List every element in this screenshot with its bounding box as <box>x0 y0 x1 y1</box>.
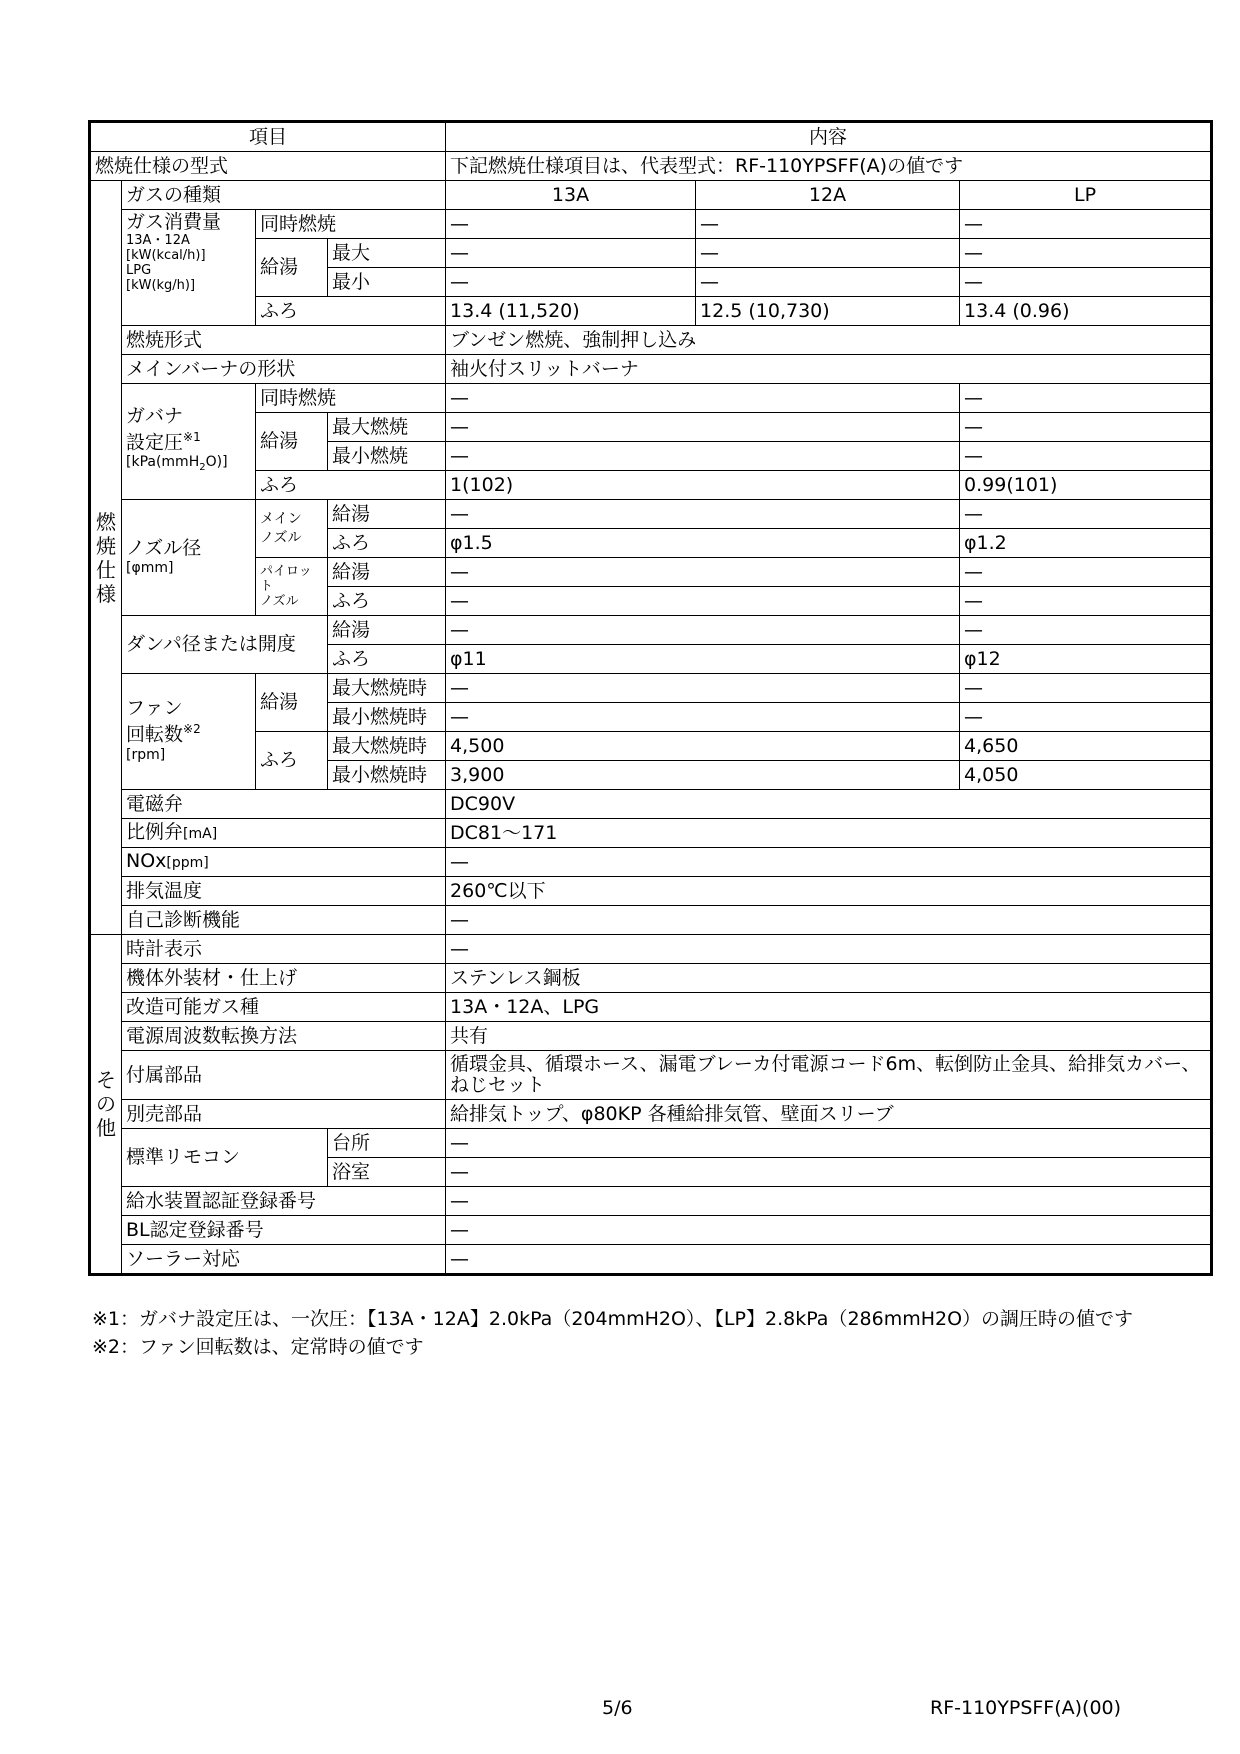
gc-bath-label: ふろ <box>256 297 446 326</box>
gc-max-label: 最大 <box>328 239 446 268</box>
spec-table <box>88 120 1213 1276</box>
gc-min-label: 最小 <box>328 268 446 297</box>
nozzle-main-label: メイン ノズル <box>256 500 328 558</box>
solenoid-value: DC90V <box>446 790 1212 819</box>
governor-bath-row <box>90 471 1212 500</box>
header-item: 項目 <box>90 122 446 152</box>
remote-bathroom-value: — <box>446 1158 1212 1187</box>
optional-parts-value: 給排気トップ、φ80KP 各種給排気管、壁面スリーブ <box>446 1100 1212 1129</box>
nozzle-label: ノズル径 [φmm] <box>122 500 256 616</box>
water-cert-value: — <box>446 1187 1212 1216</box>
water-cert-row <box>90 1187 1212 1216</box>
gas-type-lp: LP <box>960 181 1212 210</box>
proportional-row <box>90 819 1212 848</box>
exhaust-temp-value: 260℃以下 <box>446 877 1212 906</box>
cell: — <box>960 703 1212 732</box>
cell: — <box>446 500 960 529</box>
cell: — <box>960 268 1212 297</box>
fan-hotwater-max-label: 最大燃焼時 <box>328 674 446 703</box>
cell: 13.4 (11,520) <box>446 297 696 326</box>
cell: φ1.2 <box>960 529 1212 558</box>
nox-row <box>90 848 1212 877</box>
document-code: RF-110YPSFF(A)(00) <box>930 1697 1122 1719</box>
power-freq-label: 電源周波数転換方法 <box>122 1022 446 1051</box>
cell: — <box>960 616 1212 645</box>
cell: — <box>960 674 1212 703</box>
exterior-label: 機体外装材・仕上げ <box>122 964 446 993</box>
cell: — <box>446 703 960 732</box>
cell: — <box>960 442 1212 471</box>
solar-label: ソーラー対応 <box>122 1245 446 1275</box>
fan-bath-max-label: 最大燃焼時 <box>328 732 446 761</box>
exhaust-temp-label: 排気温度 <box>122 877 446 906</box>
damper-label: ダンパ径または開度 <box>122 616 328 674</box>
cell: — <box>446 674 960 703</box>
cell: — <box>446 210 696 239</box>
damper-hotwater-label: 給湯 <box>328 616 446 645</box>
combustion-type-label: 燃焼形式 <box>122 326 446 355</box>
nozzle-main-hotwater-row <box>90 500 1212 529</box>
solenoid-label: 電磁弁 <box>122 790 446 819</box>
gas-type-13a: 13A <box>446 181 696 210</box>
nox-label: NOx[ppm] <box>122 848 446 877</box>
cell: 12.5 (10,730) <box>696 297 960 326</box>
fan-bath-max-row <box>90 732 1212 761</box>
gas-type-label: ガスの種類 <box>122 181 446 210</box>
nox-value: — <box>446 848 1212 877</box>
combustion-type-value: ブンゼン燃焼、強制押し込み <box>446 326 1212 355</box>
footnote-1: ※1：ガバナ設定圧は、一次圧：【13A・12A】2.0kPa（204mmH2O）、【LP】2.8kPa（286mmH2O）の調圧時の値です <box>92 1308 1134 1330</box>
gov-hotwater-label: 給湯 <box>256 413 328 471</box>
exhaust-temp-row <box>90 877 1212 906</box>
page-number: 5/6 <box>602 1697 633 1719</box>
solar-row <box>90 1245 1212 1275</box>
cell: 0.99(101) <box>960 471 1212 500</box>
gas-consumption-bath-row <box>90 297 1212 326</box>
fan-bath-label: ふろ <box>256 732 328 790</box>
fan-label: ファン 回転数$^{※2}$ [rpm] <box>122 674 256 790</box>
self-diag-label: 自己診断機能 <box>122 906 446 935</box>
damper-bath-label: ふろ <box>328 645 446 674</box>
cell: — <box>960 210 1212 239</box>
power-freq-value: 共有 <box>446 1022 1212 1051</box>
cell: — <box>446 413 960 442</box>
gc-simultaneous-label: 同時燃焼 <box>256 210 446 239</box>
fan-hotwater-label: 給湯 <box>256 674 328 732</box>
cell: — <box>696 210 960 239</box>
governor-max-row <box>90 413 1212 442</box>
cell: — <box>696 268 960 297</box>
gas-consumption-simultaneous-row <box>90 210 1212 239</box>
cell: — <box>960 558 1212 587</box>
self-diag-value: — <box>446 906 1212 935</box>
burner-shape-value: 袖火付スリットバーナ <box>446 355 1212 384</box>
clock-row <box>90 935 1212 964</box>
section-other-label: その他 <box>90 935 122 1275</box>
remote-kitchen-value: — <box>446 1129 1212 1158</box>
power-freq-row <box>90 1022 1212 1051</box>
cell: — <box>446 558 960 587</box>
remote-kitchen-row <box>90 1129 1212 1158</box>
proportional-label: 比例弁[mA] <box>122 819 446 848</box>
nozzle-pilot-label: パイロット ノズル <box>256 558 328 616</box>
governor-simultaneous-row <box>90 384 1212 413</box>
cell: 3,900 <box>446 761 960 790</box>
cell: — <box>446 268 696 297</box>
fan-hotwater-max-row <box>90 674 1212 703</box>
header-row <box>90 122 1212 152</box>
cell: 1(102) <box>446 471 960 500</box>
gas-consumption-label: ガス消費量 13A・12A [kW(kcal/h)] LPG [kW(kg/h)] <box>122 210 256 326</box>
combustion-type-row <box>90 326 1212 355</box>
convertible-gas-value: 13A・12A、LPG <box>446 993 1212 1022</box>
burner-shape-label: メインバーナの形状 <box>122 355 446 384</box>
clock-label: 時計表示 <box>122 935 446 964</box>
nozzle-main-bath-label: ふろ <box>328 529 446 558</box>
damper-hotwater-row <box>90 616 1212 645</box>
burner-shape-row <box>90 355 1212 384</box>
cell: — <box>446 442 960 471</box>
cell: — <box>446 239 696 268</box>
gas-type-12a: 12A <box>696 181 960 210</box>
nozzle-pilot-bath-label: ふろ <box>328 587 446 616</box>
optional-parts-label: 別売部品 <box>122 1100 446 1129</box>
self-diag-row <box>90 906 1212 935</box>
fan-bath-min-label: 最小燃焼時 <box>328 761 446 790</box>
clock-value: — <box>446 935 1212 964</box>
gas-consumption-max-row <box>90 239 1212 268</box>
cell: — <box>960 500 1212 529</box>
fan-hotwater-min-label: 最小燃焼時 <box>328 703 446 732</box>
optional-parts-row <box>90 1100 1212 1129</box>
gov-simultaneous-label: 同時燃焼 <box>256 384 446 413</box>
cell: — <box>960 413 1212 442</box>
cell: — <box>696 239 960 268</box>
cell: 4,650 <box>960 732 1212 761</box>
convertible-gas-row <box>90 993 1212 1022</box>
remote-kitchen-label: 台所 <box>328 1129 446 1158</box>
model-value: 下記燃焼仕様項目は、代表型式：RF-110YPSFF(A)の値です <box>446 152 1212 181</box>
cell: — <box>446 587 960 616</box>
model-row <box>90 152 1212 181</box>
proportional-value: DC81～171 <box>446 819 1212 848</box>
gov-bath-label: ふろ <box>256 471 446 500</box>
cell: 13.4 (0.96) <box>960 297 1212 326</box>
cell: φ11 <box>446 645 960 674</box>
nozzle-main-hotwater-label: 給湯 <box>328 500 446 529</box>
solenoid-row <box>90 790 1212 819</box>
exterior-row <box>90 964 1212 993</box>
header-content: 内容 <box>446 122 1212 152</box>
accessories-label: 付属部品 <box>122 1051 446 1100</box>
solar-value: — <box>446 1245 1212 1275</box>
cell: φ12 <box>960 645 1212 674</box>
bl-cert-row <box>90 1216 1212 1245</box>
convertible-gas-label: 改造可能ガス種 <box>122 993 446 1022</box>
cell: — <box>960 239 1212 268</box>
cell: — <box>446 616 960 645</box>
nozzle-pilot-hotwater-row <box>90 558 1212 587</box>
cell: φ1.5 <box>446 529 960 558</box>
gov-min-label: 最小燃焼 <box>328 442 446 471</box>
exterior-value: ステンレス鋼板 <box>446 964 1212 993</box>
accessories-value: 循環金具、循環ホース、漏電ブレーカ付電源コード6m、転倒防止金具、給排気カバー、ねじセット <box>446 1051 1212 1100</box>
gc-hotwater-label: 給湯 <box>256 239 328 297</box>
cell: — <box>960 384 1212 413</box>
cell: — <box>960 587 1212 616</box>
cell: — <box>446 384 960 413</box>
gas-type-row <box>90 181 1212 210</box>
remote-label: 標準リモコン <box>122 1129 328 1187</box>
footnote-2: ※2：ファン回転数は、定常時の値です <box>92 1336 424 1358</box>
cell: 4,500 <box>446 732 960 761</box>
governor-label: ガバナ 設定圧$^{※1}$ [kPa(mmH$_2$O)] <box>122 384 256 500</box>
accessories-row <box>90 1051 1212 1100</box>
gov-max-label: 最大燃焼 <box>328 413 446 442</box>
bl-cert-value: — <box>446 1216 1212 1245</box>
nozzle-pilot-hotwater-label: 給湯 <box>328 558 446 587</box>
model-label: 燃焼仕様の型式 <box>90 152 446 181</box>
footnotes <box>92 1305 1133 1361</box>
section-combustion-label: 燃焼仕様 <box>90 181 122 935</box>
cell: 4,050 <box>960 761 1212 790</box>
remote-bathroom-label: 浴室 <box>328 1158 446 1187</box>
bl-cert-label: BL認定登録番号 <box>122 1216 446 1245</box>
water-cert-label: 給水装置認証登録番号 <box>122 1187 446 1216</box>
